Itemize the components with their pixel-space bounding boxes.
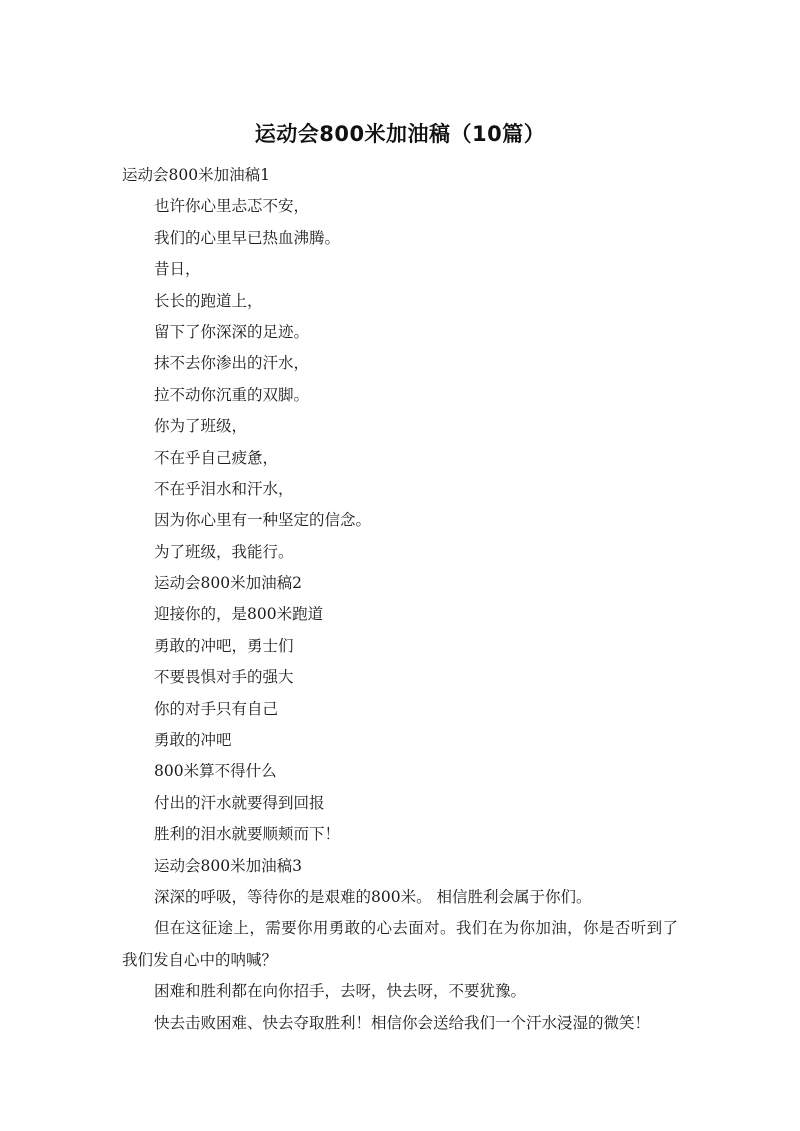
text-line: 不在乎自己疲惫， [154, 448, 279, 467]
document-body [122, 160, 678, 1039]
text-line: 勇敢的冲吧，勇士们 [154, 636, 294, 655]
text-line: 抹不去你渗出的汗水， [154, 354, 310, 373]
text-line: 昔日， [154, 260, 201, 279]
text-line: 为了班级，我能行。 [154, 542, 294, 561]
text-line: 长长的跑道上， [154, 291, 263, 310]
text-line: 迎接你的，是800米跑道 [154, 605, 324, 624]
text-line: 不要畏惧对手的强大 [154, 668, 294, 687]
text-line: 800米算不得什么 [154, 762, 277, 781]
document-title: 运动会800米加油稿（10篇） [254, 122, 546, 146]
text-line: 你的对手只有自己 [154, 699, 279, 718]
text-line: 因为你心里有一种坚定的信念。 [154, 511, 372, 530]
text-line: 勇敢的冲吧 [154, 731, 232, 750]
text-line: 留下了你深深的足迹。 [154, 322, 310, 341]
text-line: 我们的心里早已热血沸腾。 [154, 228, 341, 247]
section-heading: 运动会800米加油稿2 [154, 574, 302, 593]
paragraph: 快去击败困难、快去夺取胜利！相信你会送给我们一个汗水浸湿的微笑！ [154, 1013, 651, 1032]
text-line: 拉不动你沉重的双脚。 [154, 385, 310, 404]
text-line: 也许你心里忐忑不安， [154, 197, 310, 216]
paragraph: 困难和胜利都在向你招手，去呀，快去呀，不要犹豫。 [154, 982, 527, 1001]
text-line: 你为了班级， [154, 417, 248, 436]
text-line: 胜利的泪水就要顺颊而下！ [154, 825, 341, 844]
section-heading: 运动会800米加油稿3 [154, 856, 302, 875]
text-line: 付出的汗水就要得到回报 [154, 793, 325, 812]
text-line: 不在乎泪水和汗水， [154, 479, 294, 498]
paragraph: 但在这征途上，需要你用勇敢的心去面对。我们在为你加油，你是否听到了我们发自心中的呐喊？ [122, 919, 678, 969]
text-line: 深深的呼吸，等待你的是艰难的800米。 相信胜利会属于你们。 [154, 887, 592, 906]
text-line: 运动会800米加油稿1 [122, 166, 270, 184]
